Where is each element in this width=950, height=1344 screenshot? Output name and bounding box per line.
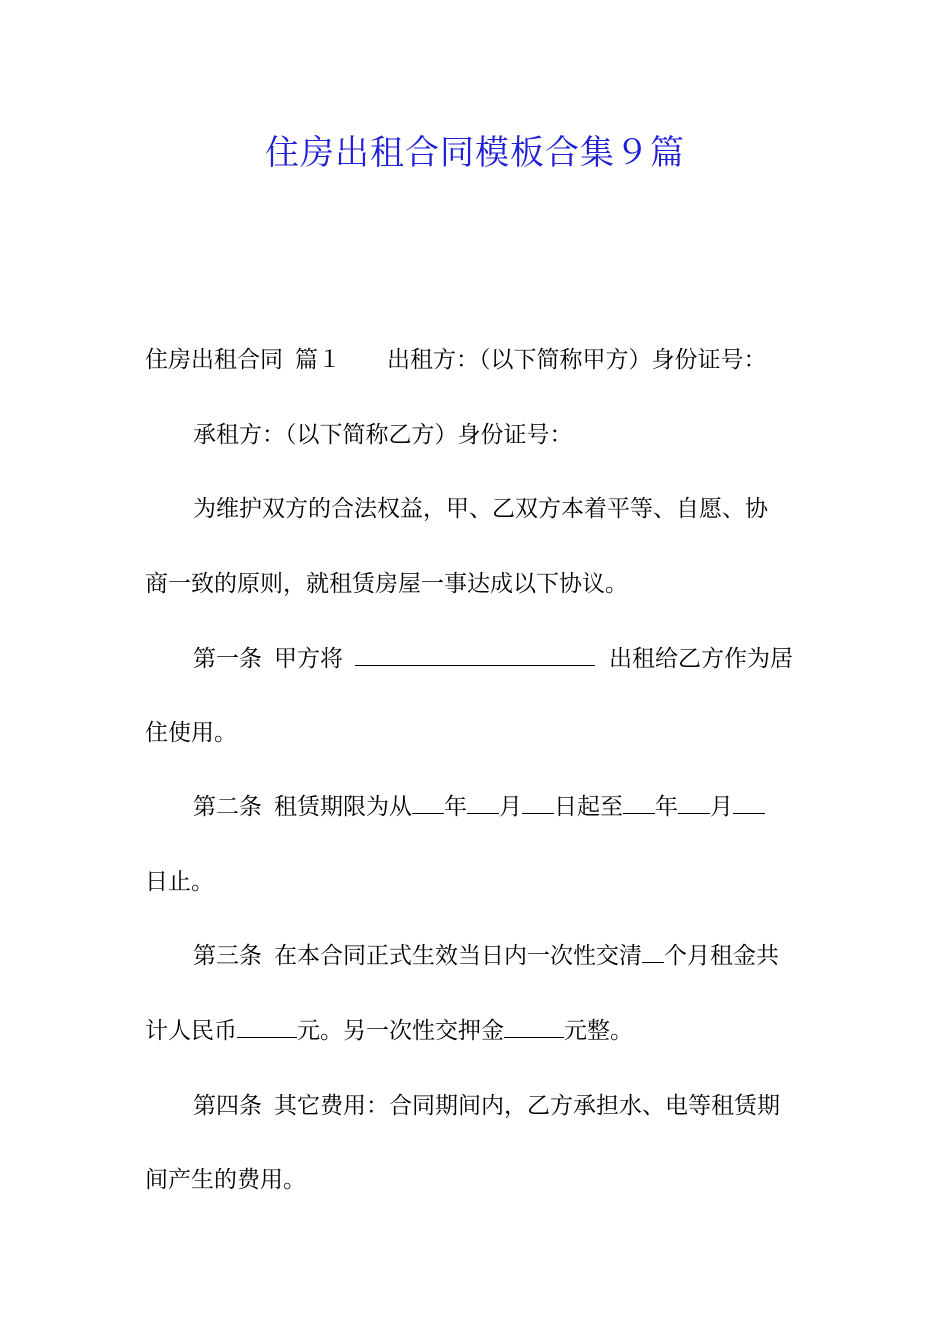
- article-label: 第二条: [193, 794, 262, 820]
- lessor-line: 出租方：（以下简称甲方）身份证号：: [387, 347, 767, 373]
- lessee-line: 承租方：（以下简称乙方）身份证号：: [193, 422, 573, 448]
- date-unit: 年: [655, 794, 678, 820]
- article-text: 在本合同正式生效当日内一次性交清: [274, 943, 642, 969]
- article-text: 计人民币: [145, 1018, 237, 1044]
- deposit-blank: [504, 1015, 564, 1038]
- contract-heading-line: [145, 344, 810, 376]
- article-label: 第四条: [193, 1093, 262, 1119]
- paragraph-line: 商一致的原则，就租赁房屋一事达成以下协议。: [145, 571, 628, 597]
- rent-amount-line: [145, 1015, 810, 1047]
- article-label: 第三条: [193, 943, 262, 969]
- rent-blank: [237, 1015, 297, 1038]
- end-month-blank: [678, 791, 710, 814]
- start-month-blank: [467, 791, 499, 814]
- date-unit: 月: [499, 794, 522, 820]
- property-blank: [355, 643, 595, 666]
- article-text: 个月租金共: [664, 943, 779, 969]
- article-text: 其它费用：合同期间内，乙方承担水、电等租赁期: [274, 1093, 780, 1119]
- end-year-blank: [623, 791, 655, 814]
- start-year-blank: [412, 791, 444, 814]
- article-text: 元整。: [564, 1018, 633, 1044]
- page-title: 住房出租合同模板合集９篇: [265, 133, 685, 173]
- article-text: 元。另一次性交押金: [297, 1018, 504, 1044]
- date-unit: 年: [444, 794, 467, 820]
- paragraph-line: 为维护双方的合法权益，甲、乙双方本着平等、自愿、协: [193, 496, 768, 522]
- article-label: 第一条: [193, 646, 262, 672]
- contract-section-number: 篇１: [295, 347, 341, 373]
- paragraph-line: 住使用。: [145, 720, 237, 746]
- date-unit: 月: [710, 794, 733, 820]
- paragraph-line: 日止。: [145, 869, 214, 895]
- months-blank: [642, 940, 664, 963]
- paragraph-line: 间产生的费用。: [145, 1167, 306, 1193]
- article-text: 租赁期限为从: [274, 794, 412, 820]
- start-day-blank: [522, 791, 554, 814]
- contract-section-label: 住房出租合同: [145, 347, 283, 373]
- article-text: 出租给乙方作为居: [609, 646, 793, 672]
- end-day-blank: [733, 791, 765, 814]
- article-2-line: [193, 791, 810, 823]
- article-3-line: [193, 940, 810, 972]
- article-4-line: [193, 1090, 810, 1122]
- article-1-line: [193, 643, 810, 675]
- article-text: 甲方将: [274, 646, 343, 672]
- article-text: 日起至: [554, 794, 623, 820]
